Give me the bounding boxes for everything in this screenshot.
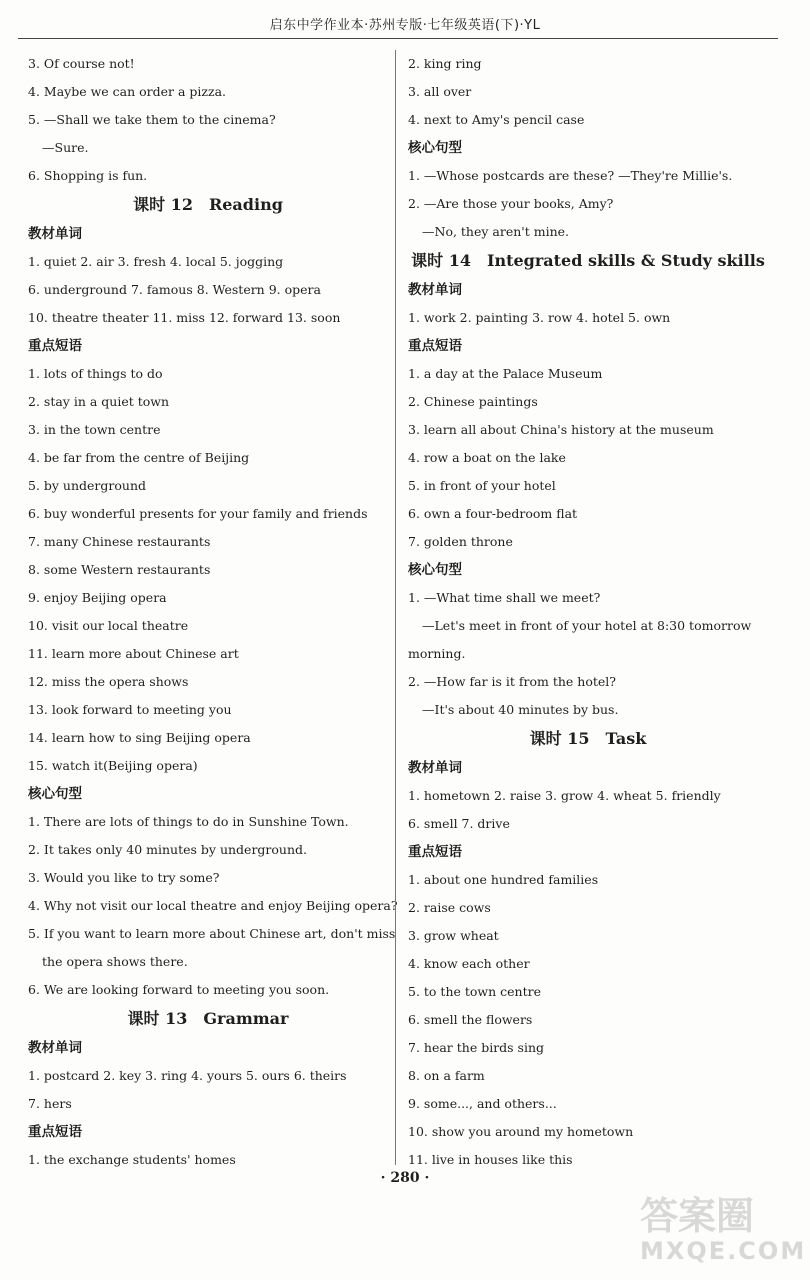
answer-line: 3. learn all about China's history at the museum: [408, 422, 714, 437]
answer-line: 6. smell the flowers: [408, 1012, 533, 1027]
answer-line: 2. Chinese paintings: [408, 394, 538, 409]
page-number: · 280 ·: [380, 1170, 430, 1186]
answer-line: 8. on a farm: [408, 1068, 485, 1083]
column-divider: [395, 50, 396, 1165]
answer-line: 2. —Are those your books, Amy?: [408, 196, 614, 211]
left-column: [28, 50, 398, 1174]
answer-line: 14. learn how to sing Beijing opera: [28, 730, 251, 745]
answer-line: 1. work 2. painting 3. row 4. hotel 5. own: [408, 310, 671, 325]
answer-line: 5. to the town centre: [408, 984, 541, 999]
section-heading: 核心句型: [28, 786, 82, 802]
answer-line: 6. underground 7. famous 8. Western 9. opera: [28, 282, 321, 297]
answer-line: 1. postcard 2. key 3. ring 4. yours 5. ours 6. theirs: [28, 1068, 347, 1083]
answer-line: 5. —Shall we take them to the cinema?: [28, 112, 276, 127]
answer-line: 5. by underground: [28, 478, 147, 493]
header-rule: [18, 38, 778, 39]
lesson-number: 课时 14: [411, 251, 471, 270]
answer-line: 8. some Western restaurants: [28, 562, 211, 577]
lesson-title: [28, 1004, 388, 1034]
watermark-logo-text: 答案圈: [640, 1194, 755, 1238]
answer-line: 4. next to Amy's pencil case: [408, 112, 585, 127]
answer-line: 1. a day at the Palace Museum: [408, 366, 603, 381]
answer-line: 4. Maybe we can order a pizza.: [28, 84, 227, 99]
answer-line: —It's about 40 minutes by bus.: [422, 702, 619, 717]
answer-line: 13. look forward to meeting you: [28, 702, 232, 717]
section-heading: 教材单词: [408, 282, 462, 298]
answer-line: 10. show you around my hometown: [408, 1124, 634, 1139]
answer-line: 4. know each other: [408, 956, 530, 971]
answer-line: 6. Shopping is fun.: [28, 168, 148, 183]
answer-line: 3. grow wheat: [408, 928, 499, 943]
answer-line: 1. the exchange students' homes: [28, 1152, 236, 1167]
lesson-title: [28, 190, 388, 220]
answer-line: 1. hometown 2. raise 3. grow 4. wheat 5. friendly: [408, 788, 721, 803]
answer-line: 10. theatre theater 11. miss 12. forward 13. soon: [28, 310, 341, 325]
answer-line: 3. in the town centre: [28, 422, 161, 437]
answer-line: 1. about one hundred families: [408, 872, 599, 887]
answer-line: —Let's meet in front of your hotel at 8:30 tomorrow: [422, 618, 752, 633]
answer-line: 4. be far from the centre of Beijing: [28, 450, 250, 465]
answer-line: 6. buy wonderful presents for your family and friends: [28, 506, 368, 521]
section-heading: 教材单词: [28, 226, 82, 242]
section-heading: 重点短语: [408, 844, 462, 860]
answer-line: 11. learn more about Chinese art: [28, 646, 239, 661]
answer-line: 3. Of course not!: [28, 56, 135, 71]
lesson-title: [408, 246, 768, 276]
site-watermark: [640, 1194, 807, 1270]
answer-line: 7. many Chinese restaurants: [28, 534, 211, 549]
answer-line: 15. watch it(Beijing opera): [28, 758, 198, 773]
section-heading: 重点短语: [408, 338, 462, 354]
answer-line: 9. some..., and others...: [408, 1096, 557, 1111]
lesson-number: 课时 12: [133, 195, 193, 214]
answer-line: 6. We are looking forward to meeting you soon.: [28, 982, 330, 997]
section-heading: 重点短语: [28, 1124, 82, 1140]
section-heading: 核心句型: [408, 140, 462, 156]
right-column: [408, 50, 768, 1174]
lesson-topic: Integrated skills & Study skills: [486, 251, 765, 270]
answer-line: 5. If you want to learn more about Chinese art, don't miss: [28, 926, 396, 941]
lesson-number: 课时 15: [529, 729, 590, 748]
answer-line: 1. lots of things to do: [28, 366, 163, 381]
answer-line: 1. There are lots of things to do in Sunshine Town.: [28, 814, 349, 829]
answer-line: 7. hers: [28, 1096, 72, 1111]
watermark-url: MXQE.COM: [640, 1237, 807, 1265]
answer-line: morning.: [408, 646, 466, 661]
answer-line: 2. raise cows: [408, 900, 491, 915]
answer-line: the opera shows there.: [42, 954, 188, 969]
lesson-topic: Reading: [208, 195, 283, 214]
section-heading: 重点短语: [28, 338, 82, 354]
answer-line: 3. all over: [408, 84, 472, 99]
answer-line: —Sure.: [42, 140, 89, 155]
answer-line: 6. smell 7. drive: [408, 816, 510, 831]
answer-line: 11. live in houses like this: [408, 1152, 573, 1167]
answer-line: 2. stay in a quiet town: [28, 394, 170, 409]
section-heading: 教材单词: [28, 1040, 82, 1056]
lesson-topic: Task: [605, 729, 647, 748]
answer-line: 2. —How far is it from the hotel?: [408, 674, 617, 689]
section-heading: 核心句型: [408, 562, 462, 578]
answer-line: 2. It takes only 40 minutes by underground.: [28, 842, 308, 857]
answer-line: 7. golden throne: [408, 534, 513, 549]
answer-line: 10. visit our local theatre: [28, 618, 189, 633]
answer-line: 7. hear the birds sing: [408, 1040, 545, 1055]
answer-line: 6. own a four-bedroom flat: [408, 506, 578, 521]
lesson-title: [408, 724, 768, 754]
answer-line: 5. in front of your hotel: [408, 478, 556, 493]
lesson-topic: Grammar: [203, 1009, 289, 1028]
answer-line: 12. miss the opera shows: [28, 674, 189, 689]
answer-line: 9. enjoy Beijing opera: [28, 590, 167, 605]
answer-line: 4. Why not visit our local theatre and enjoy Beijing opera?: [28, 898, 398, 913]
answer-line: 1. —Whose postcards are these? —They're Millie's.: [408, 168, 733, 183]
answer-line: —No, they aren't mine.: [422, 224, 569, 239]
answer-line: 1. —What time shall we meet?: [408, 590, 601, 605]
running-header: 启东中学作业本·苏州专版·七年级英语(下)·YL: [269, 18, 541, 33]
answer-line: 2. king ring: [408, 56, 482, 71]
answer-line: 4. row a boat on the lake: [408, 450, 566, 465]
section-heading: 教材单词: [408, 760, 462, 776]
answer-line: 1. quiet 2. air 3. fresh 4. local 5. jogging: [28, 254, 284, 269]
answer-line: 3. Would you like to try some?: [28, 870, 220, 885]
lesson-number: 课时 13: [127, 1009, 188, 1028]
